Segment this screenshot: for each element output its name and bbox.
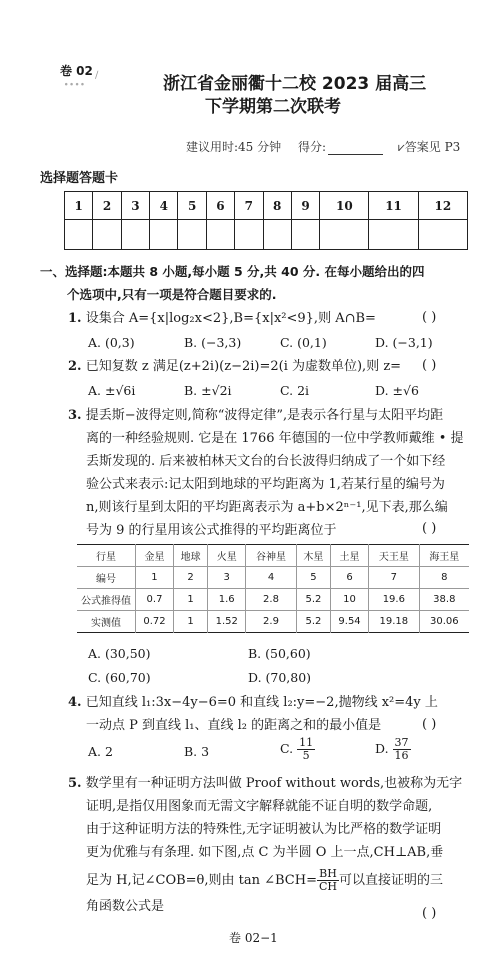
answer-card-table xyxy=(64,191,468,250)
q4-option-d-fraction: $\frac{37}{16}$ xyxy=(394,736,409,762)
answer-card-cell-1[interactable] xyxy=(65,220,93,250)
question-5-stem: 5. 数学里有一种证明方法叫做 Proof without words,也被称为无字 证明,是指仅用图象而无需文字解释就能不证自明的数学命题, 由于这种证明方法的特殊性,无字证明被认为比严格的数学证明 更为优雅与有条理. 如下图,点 C 为半圆 O 上一点,CH⊥AB,垂 足为 H,记∠COB=θ,则由 tan ∠BCH= $\frac{BH}{CH}$ 可以直接证明的三 角函数公式是 xyxy=(68,776,463,914)
planet-table-cell: 天王星 xyxy=(369,545,420,567)
score-blank xyxy=(328,142,383,155)
answer-card-number-row xyxy=(65,192,468,220)
answer-card-number-9: 9 xyxy=(291,192,319,220)
planet-table-cell: 2 xyxy=(173,567,207,589)
planet-table-cell: 行星 xyxy=(96,552,116,563)
q3-option-d: D. (70,80) xyxy=(248,670,312,685)
q3-option-a: A. (30,50) xyxy=(88,646,151,661)
q5-fraction: $\frac{BH}{CH}$ xyxy=(318,867,337,893)
answer-card-number-3: 3 xyxy=(121,192,149,220)
q1-option-a: A. (0,3) xyxy=(88,335,135,350)
planet-table-cell: 5.2 xyxy=(296,611,330,633)
planet-table-cell: 谷神星 xyxy=(246,545,297,567)
question-1-stem: 1. 设集合 A={x|log₂x<2},B={x|x²<9},则 A∩B= xyxy=(68,311,376,326)
badge-swoosh-icon: ∕ xyxy=(95,70,99,81)
section-instructions: 一、选择题:本题共 8 小题,每小题 5 分,共 40 分. 在每小题给出的四 个选项中,只有一项是符合题目要求的. xyxy=(40,264,425,302)
planet-table-cell: 5 xyxy=(296,567,330,589)
answer-card-cell-8[interactable] xyxy=(263,220,291,250)
planet-table-cell: 8 xyxy=(419,567,469,589)
volume-badge: 卷 02 xyxy=(60,64,93,78)
planet-table-cell: 19.18 xyxy=(369,611,420,633)
planet-table-cell: 10 xyxy=(331,589,369,611)
q4-option-c-fraction: $\frac{11}{5}$ xyxy=(299,736,314,762)
suggested-time: 建议用时:45 分钟 xyxy=(186,140,282,154)
answer-card-number-6: 6 xyxy=(206,192,234,220)
answer-card-cell-7[interactable] xyxy=(235,220,263,250)
planet-table-cell: 火星 xyxy=(208,545,246,567)
question-4-answer-blank: ( ) xyxy=(422,717,437,732)
score-label: 得分: xyxy=(298,140,327,154)
answer-card-blank-row xyxy=(65,220,468,250)
planet-table-row xyxy=(77,611,469,633)
planet-table-header xyxy=(77,545,469,567)
q2-option-a: A. ±√6i xyxy=(88,383,136,398)
answer-card-number-1: 1 xyxy=(65,192,93,220)
q4-option-d: D. $\frac{37}{16}$ xyxy=(375,736,409,762)
answer-card-number-2: 2 xyxy=(93,192,121,220)
planet-table-row xyxy=(77,567,469,589)
planet-table-cell: 2.9 xyxy=(246,611,297,633)
q1-option-d: D. (−3,1) xyxy=(375,335,433,350)
page-footer: 卷 02−1 xyxy=(229,931,278,945)
planet-table-cell: 1.52 xyxy=(208,611,246,633)
q2-option-c: C. 2i xyxy=(280,383,310,398)
q4-option-c: C. $\frac{11}{5}$ xyxy=(280,736,314,762)
question-4-stem: 4. 已知直线 l₁:3x−4y−6=0 和直线 l₂:y=−2,抛物线 x²=4y 上 一动点 P 到直线 l₁、直线 l₂ 的距离之和的最小值是 xyxy=(68,695,438,733)
planet-table-cell: 海王星 xyxy=(419,545,469,567)
planet-table-cell: 19.6 xyxy=(369,589,420,611)
question-3-stem: 3. 提丢斯−波得定则,简称“波得定律”,是表示各行星与太阳平均距 离的一种经验规则. 它是在 1766 年德国的一位中学教师戴维 • 提 丢斯发现的. 后来被柏林天文台的台长波得归纳成了一个如下经 验公式来表示:记太阳到地球的平均距离为 1,若某行星的编号为 n,则该行星到太阳的平均距离表示为 a+b×2ⁿ⁻¹,见下表,那么编 号为 9 的行星用该公式推得的平均距离位于 xyxy=(68,408,464,538)
answer-card-number-5: 5 xyxy=(178,192,206,220)
planet-table-cell: 1.6 xyxy=(208,589,246,611)
q1-option-c: C. (0,1) xyxy=(280,335,327,350)
planet-table-cell: 30.06 xyxy=(419,611,469,633)
question-5-answer-blank: ( ) xyxy=(422,906,437,921)
planet-table-cell: 实测值 xyxy=(77,611,136,633)
planet-table-cell: 38.8 xyxy=(419,589,469,611)
answer-card-cell-4[interactable] xyxy=(150,220,178,250)
q3-option-c: C. (60,70) xyxy=(88,670,151,685)
exam-title-line2: 下学期第二次联考 xyxy=(205,97,341,117)
pencil-check-icon: ⩗ xyxy=(398,140,405,154)
answer-card-cell-9[interactable] xyxy=(291,220,319,250)
badge-decoration-icon: ∙∙∙∙ xyxy=(64,80,86,90)
q1-option-b: B. (−3,3) xyxy=(184,335,242,350)
planet-table-cell: 公式推得值 xyxy=(77,589,136,611)
planet-table-cell: 地球 xyxy=(173,545,207,567)
question-3-answer-blank: ( ) xyxy=(422,521,437,536)
planet-table-cell: 1 xyxy=(173,611,207,633)
q4-option-a: A. 2 xyxy=(88,744,113,759)
planet-table-cell: 编号 xyxy=(77,567,136,589)
answer-card-number-11: 11 xyxy=(369,192,418,220)
planet-table-cell: 6 xyxy=(331,567,369,589)
planet-table-cell: 1 xyxy=(173,589,207,611)
planet-table-cell: 木星 xyxy=(296,545,330,567)
answer-card-cell-10[interactable] xyxy=(320,220,369,250)
planet-table-cell: 7 xyxy=(369,567,420,589)
question-2-answer-blank: ( ) xyxy=(422,358,437,373)
answer-card-number-10: 10 xyxy=(320,192,369,220)
answer-card-number-7: 7 xyxy=(235,192,263,220)
question-1-answer-blank: ( ) xyxy=(422,310,437,325)
score-field xyxy=(298,138,383,155)
planet-table-cell: 3 xyxy=(208,567,246,589)
planet-table-cell: 5.2 xyxy=(296,589,330,611)
answer-card-cell-12[interactable] xyxy=(418,220,467,250)
answer-card-cell-3[interactable] xyxy=(121,220,149,250)
answer-card-cell-6[interactable] xyxy=(206,220,234,250)
answer-card-cell-2[interactable] xyxy=(93,220,121,250)
planet-table-cell: 1 xyxy=(136,567,174,589)
answer-card-cell-11[interactable] xyxy=(369,220,418,250)
planet-table-cell: 2.8 xyxy=(246,589,297,611)
planet-table-cell: 0.7 xyxy=(136,589,174,611)
planet-distance-table xyxy=(77,544,469,633)
planet-table-cell: 4 xyxy=(246,567,297,589)
q4-option-b: B. 3 xyxy=(184,744,210,759)
answer-card-number-4: 4 xyxy=(150,192,178,220)
question-2-stem: 2. 已知复数 z 满足(z+2i)(z−2i)=2(i 为虚数单位),则 z= xyxy=(68,359,402,374)
answer-reference: ⩗答案见 P3 xyxy=(398,140,461,154)
answer-card-number-8: 8 xyxy=(263,192,291,220)
planet-table-cell: 9.54 xyxy=(331,611,369,633)
q2-option-b: B. ±√2i xyxy=(184,383,232,398)
planet-table-row xyxy=(77,589,469,611)
q2-option-d: D. ±√6 xyxy=(375,383,419,398)
answer-card-cell-5[interactable] xyxy=(178,220,206,250)
q3-option-b: B. (50,60) xyxy=(248,646,311,661)
planet-table-cell: 土星 xyxy=(331,545,369,567)
planet-table-cell: 0.72 xyxy=(136,611,174,633)
answer-card-number-12: 12 xyxy=(418,192,467,220)
exam-title-line1: 浙江省金丽衢十二校 2023 届高三 xyxy=(163,74,427,94)
answer-card-title: 选择题答题卡 xyxy=(40,171,119,186)
planet-table-cell: 金星 xyxy=(136,545,174,567)
